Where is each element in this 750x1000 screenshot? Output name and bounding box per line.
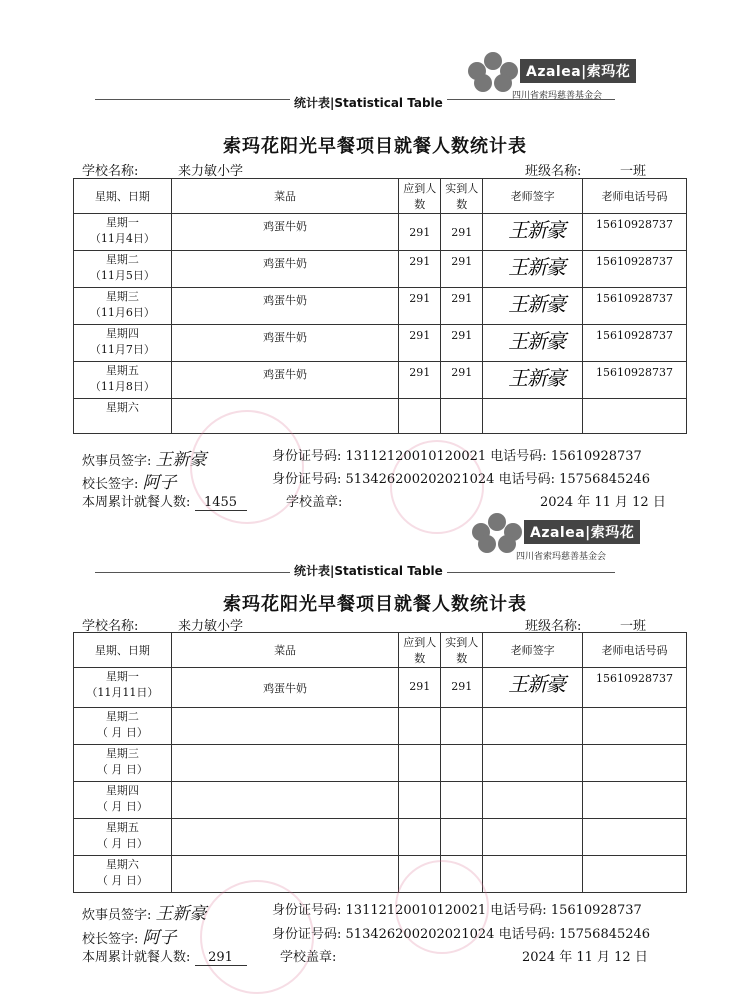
teacher-signature: 王新豪	[483, 325, 583, 362]
form-title: 索玛花阳光早餐项目就餐人数统计表	[223, 136, 527, 157]
phone-cell: 15610928737	[583, 362, 687, 399]
cook-id-line	[272, 445, 642, 464]
dish-cell	[171, 745, 398, 782]
weekly-total-line	[82, 946, 247, 966]
day-cell	[74, 325, 172, 362]
expected-cell: 291	[399, 214, 441, 251]
table-row	[74, 325, 687, 362]
foundation-name: 四川省索玛慈善基金会	[516, 552, 607, 562]
azalea-logo	[468, 52, 636, 90]
dish-cell: 鸡蛋牛奶	[171, 288, 398, 325]
phone-cell	[583, 856, 687, 893]
phone-label: 电话号码:	[498, 927, 555, 942]
day-date: （ 月 日）	[96, 800, 148, 813]
phone-cell: 15610928737	[583, 288, 687, 325]
actual-cell	[441, 708, 483, 745]
dish-cell: 鸡蛋牛奶	[171, 251, 398, 288]
day-cell	[74, 399, 172, 434]
day-date: （11月4日）	[89, 232, 155, 245]
cook-label: 炊事员签字:	[82, 454, 152, 469]
header-actual: 实到人数	[441, 179, 483, 214]
cook-signature: 王新豪	[155, 904, 207, 924]
id-label: 身份证号码:	[272, 903, 342, 918]
actual-cell	[441, 782, 483, 819]
dish-cell: 鸡蛋牛奶	[171, 362, 398, 399]
table-row	[74, 668, 687, 708]
expected-cell	[399, 399, 441, 434]
day-cell	[74, 251, 172, 288]
day-name: 星期四	[105, 327, 139, 340]
teacher-signature	[483, 782, 583, 819]
foundation-name: 四川省索玛慈善基金会	[512, 91, 603, 101]
day-name: 星期二	[105, 253, 139, 266]
total-label: 本周累计就餐人数:	[82, 495, 191, 510]
teacher-signature	[483, 745, 583, 782]
teacher-signature: 王新豪	[483, 214, 583, 251]
actual-cell: 291	[441, 362, 483, 399]
dish-cell: 鸡蛋牛奶	[171, 214, 398, 251]
actual-cell	[441, 745, 483, 782]
school-label: 学校名称:	[82, 164, 139, 179]
day-name: 星期四	[105, 784, 139, 797]
day-date: （11月11日）	[86, 686, 159, 699]
phone-cell	[583, 782, 687, 819]
teacher-signature	[483, 819, 583, 856]
principal-id-number: 513426200202021024	[345, 927, 495, 942]
cook-id-line	[272, 899, 642, 918]
cook-phone: 15610928737	[550, 449, 642, 464]
cook-signature-line	[82, 899, 207, 924]
weekly-total-value: 291	[195, 950, 247, 966]
id-label: 身份证号码:	[272, 449, 342, 464]
expected-cell: 291	[399, 288, 441, 325]
actual-cell: 291	[441, 325, 483, 362]
actual-cell: 291	[441, 251, 483, 288]
flower-icon	[472, 513, 524, 551]
day-cell	[74, 819, 172, 856]
principal-label: 校长签字:	[82, 477, 139, 492]
expected-cell: 291	[399, 251, 441, 288]
attendance-table	[73, 178, 687, 434]
phone-cell: 15610928737	[583, 214, 687, 251]
id-label: 身份证号码:	[272, 927, 342, 942]
day-date: （ 月 日）	[96, 763, 148, 776]
teacher-signature	[483, 708, 583, 745]
cook-id-number: 13112120010120021	[345, 903, 487, 918]
class-name: 一班	[620, 164, 647, 179]
day-date: （11月7日）	[89, 343, 155, 356]
day-name: 星期五	[105, 821, 139, 834]
seal-label: 学校盖章:	[286, 495, 343, 510]
header-day: 星期、日期	[74, 633, 172, 668]
principal-phone: 15756845246	[559, 927, 651, 942]
day-cell	[74, 856, 172, 893]
cook-label: 炊事员签字:	[82, 908, 152, 923]
header-expected: 应到人数	[399, 179, 441, 214]
weekly-total-value: 1455	[195, 495, 247, 511]
azalea-logo	[472, 513, 640, 551]
principal-signature-line	[82, 468, 177, 493]
table-row	[74, 745, 687, 782]
form-date: 2024 年 11 月 12 日	[540, 495, 666, 510]
expected-cell: 291	[399, 362, 441, 399]
table-row	[74, 819, 687, 856]
teacher-signature: 王新豪	[483, 668, 583, 708]
day-name: 星期五	[105, 364, 139, 377]
day-cell	[74, 708, 172, 745]
day-cell	[74, 745, 172, 782]
seal-label: 学校盖章:	[280, 950, 337, 965]
phone-label: 电话号码:	[490, 903, 547, 918]
header-actual: 实到人数	[441, 633, 483, 668]
phone-cell	[583, 399, 687, 434]
logo-text: Azalea|索玛花	[524, 520, 640, 544]
header-dish: 菜品	[171, 179, 398, 214]
dish-cell	[171, 708, 398, 745]
expected-cell: 291	[399, 668, 441, 708]
day-name: 星期三	[105, 747, 139, 760]
day-name: 星期六	[105, 858, 139, 871]
class-label: 班级名称:	[525, 164, 582, 179]
dish-cell: 鸡蛋牛奶	[171, 325, 398, 362]
day-cell	[74, 362, 172, 399]
id-label: 身份证号码:	[272, 472, 342, 487]
principal-phone: 15756845246	[559, 472, 651, 487]
actual-cell	[441, 399, 483, 434]
cook-phone: 15610928737	[550, 903, 642, 918]
principal-label: 校长签字:	[82, 932, 139, 947]
expected-cell	[399, 819, 441, 856]
day-name: 星期一	[105, 216, 139, 229]
cook-signature: 王新豪	[155, 450, 207, 470]
phone-cell	[583, 745, 687, 782]
table-row	[74, 288, 687, 325]
actual-cell: 291	[441, 288, 483, 325]
class-label: 班级名称:	[525, 619, 582, 634]
school-label: 学校名称:	[82, 619, 139, 634]
phone-cell: 15610928737	[583, 251, 687, 288]
teacher-signature: 王新豪	[483, 288, 583, 325]
dish-cell	[171, 782, 398, 819]
header-teacher-sig: 老师签字	[483, 633, 583, 668]
teacher-signature: 王新豪	[483, 251, 583, 288]
header-teacher-phone: 老师电话号码	[583, 633, 687, 668]
day-date: （11月6日）	[89, 306, 155, 319]
day-cell	[74, 782, 172, 819]
attendance-table	[73, 632, 687, 893]
phone-label: 电话号码:	[498, 472, 555, 487]
phone-cell: 15610928737	[583, 325, 687, 362]
table-header-row	[74, 179, 687, 214]
actual-cell: 291	[441, 668, 483, 708]
day-date: （ 月 日）	[96, 874, 148, 887]
principal-id-line	[272, 923, 650, 942]
day-date: （11月5日）	[89, 269, 155, 282]
day-date: （11月8日）	[89, 380, 155, 393]
day-name: 星期六	[105, 401, 139, 414]
principal-id-line	[272, 468, 650, 487]
day-name: 星期三	[105, 290, 139, 303]
school-name: 来力敏小学	[178, 164, 244, 179]
form-title: 索玛花阳光早餐项目就餐人数统计表	[223, 594, 527, 615]
day-cell	[74, 288, 172, 325]
table-row	[74, 399, 687, 434]
table-row	[74, 708, 687, 745]
day-cell	[74, 214, 172, 251]
header-teacher-phone: 老师电话号码	[583, 179, 687, 214]
teacher-signature	[483, 856, 583, 893]
day-name: 星期二	[105, 710, 139, 723]
day-name: 星期一	[105, 670, 139, 683]
phone-cell	[583, 819, 687, 856]
header-day: 星期、日期	[74, 179, 172, 214]
expected-cell: 291	[399, 325, 441, 362]
banner-label: 统计表|Statistical Table	[290, 562, 447, 579]
dish-cell	[171, 819, 398, 856]
cook-id-number: 13112120010120021	[345, 449, 487, 464]
expected-cell	[399, 782, 441, 819]
day-date: （ 月 日）	[96, 837, 148, 850]
total-label: 本周累计就餐人数:	[82, 950, 191, 965]
principal-signature-line	[82, 923, 177, 948]
table-row	[74, 251, 687, 288]
principal-signature: 阿子	[142, 928, 177, 948]
table-row	[74, 782, 687, 819]
phone-label: 电话号码:	[490, 449, 547, 464]
actual-cell	[441, 819, 483, 856]
header-teacher-sig: 老师签字	[483, 179, 583, 214]
cook-signature-line	[82, 445, 207, 470]
principal-signature: 阿子	[142, 473, 177, 493]
phone-cell: 15610928737	[583, 668, 687, 708]
day-cell	[74, 668, 172, 708]
expected-cell	[399, 745, 441, 782]
principal-id-number: 513426200202021024	[345, 472, 495, 487]
actual-cell: 291	[441, 214, 483, 251]
teacher-signature: 王新豪	[483, 362, 583, 399]
flower-icon	[468, 52, 520, 90]
dish-cell: 鸡蛋牛奶	[171, 668, 398, 708]
header-expected: 应到人数	[399, 633, 441, 668]
table-header-row	[74, 633, 687, 668]
school-name: 来力敏小学	[178, 619, 244, 634]
phone-cell	[583, 708, 687, 745]
table-row	[74, 214, 687, 251]
expected-cell	[399, 708, 441, 745]
form-date: 2024 年 11 月 12 日	[522, 950, 648, 965]
weekly-total-line	[82, 491, 247, 511]
banner-label: 统计表|Statistical Table	[290, 94, 447, 111]
day-date: （ 月 日）	[96, 726, 148, 739]
header-dish: 菜品	[171, 633, 398, 668]
table-row	[74, 856, 687, 893]
class-name: 一班	[620, 619, 647, 634]
logo-text: Azalea|索玛花	[520, 59, 636, 83]
teacher-signature	[483, 399, 583, 434]
table-row	[74, 362, 687, 399]
